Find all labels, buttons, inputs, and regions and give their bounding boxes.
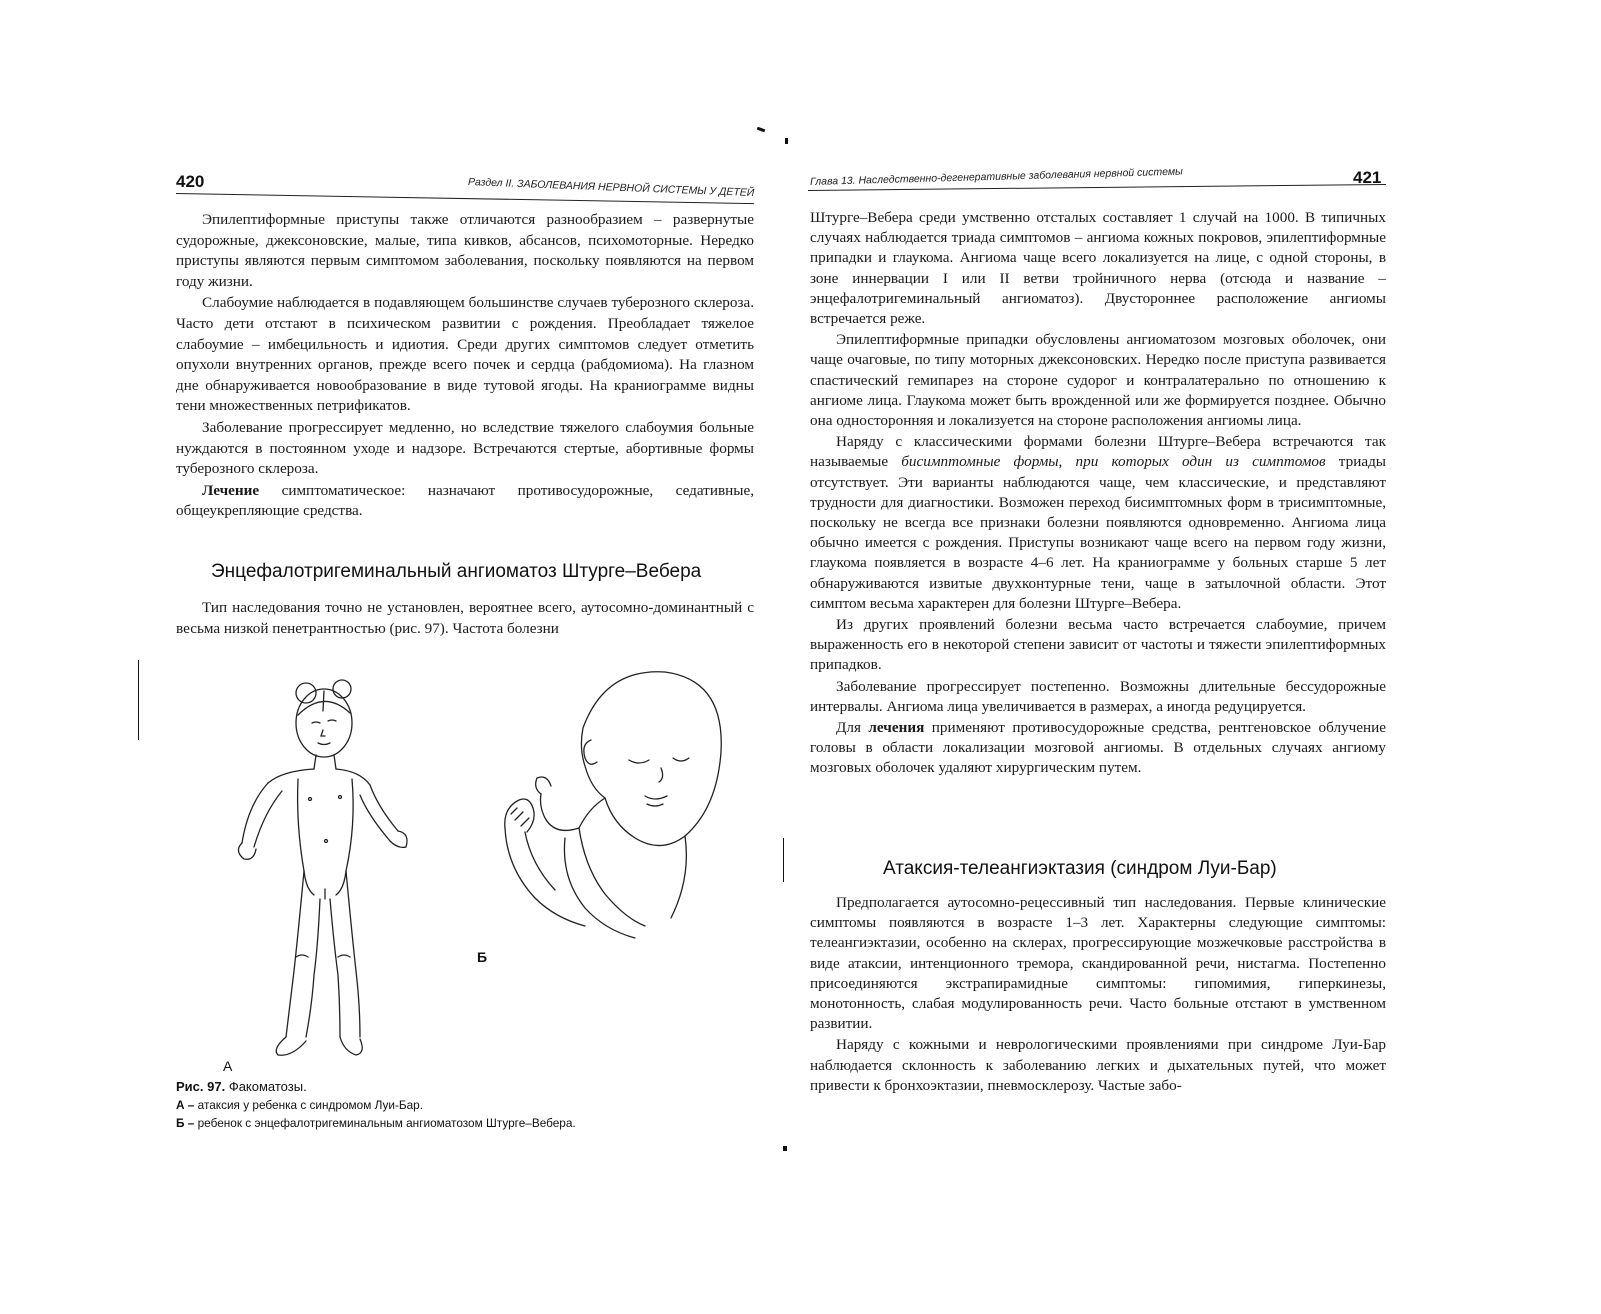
paragraph: Заболевание прогрессирует медленно, но вследствие тяжелого слабоумия больные нуждаются в постоянном уходе и надзоре. Встречаются стертые, абортивные формы туберозного склероза. [176,418,754,478]
caption-b-label: Б – [176,1116,195,1130]
section-paragraph-block [176,598,754,639]
paragraph: Из других проявлений болезни весьма часто встречается слабоумие, причем выраженность его в некоторой степени зависит от частоты и тяжести эпилептиформных припадков. [810,616,1386,674]
paragraph: Предполагается аутосомно-рецессивный тип наследования. Первые клинические симптомы появляются в возрасте 1–3 лет. Характерны следующие симптомы: телеангиэктазии, особенно на склерах, прогрессирующие мозжечковые расстройства в виде атаксии, интенционного тремора, скандированной речи, нистагма. Постепенно присоединяются экстрапирамидные симптомы: гипомимия, гиперкинезы, монотонность, слабая модулированность речи. Часто больные отстают в умственном развитии. [810,894,1386,1033]
section-heading: Атаксия-телеангиэктазия (синдром Луи-Бар) [883,858,1277,879]
treatment-text: симптоматическое: назначают противосудорожные, седативные, общеукрепляющие средства. [176,481,754,520]
margin-mark [783,838,784,882]
running-head: Раздел II. ЗАБОЛЕВАНИЯ НЕРВНОЙ СИСТЕМЫ У ДЕТЕЙ [467,176,755,199]
figure-b-infant-illustration [495,668,730,958]
caption-title: Факоматозы. [225,1079,307,1094]
p3-end: триады отсутствует. Эти варианты наблюдаются чаще, чем классические, и представляют трудности для диагностики. Возможен переход бисимптомных форм в трисимптомные, поскольку не всегда все признаки болезни появляются одновременно. Ангиома лица обычно имеется с рождения. Приступы возникают чаще всего на первом году жизни, глаукома появляется в возрасте 4–6 лет. На краниограмме у больных старше 5 лет обнаруживаются извитые двухконтурные тени, чаще в затылочной области. Этот симптом весьма характерен для болезни Штурге–Вебера. [810,453,1386,612]
p3-italic: бисимптомные формы, при которых один из симптомов [901,453,1326,471]
caption-a-label: А – [176,1098,195,1112]
treatment-paragraph [176,481,754,522]
paragraph: Слабоумие наблюдается в подавляющем большинстве случаев туберозного склероза. Часто дети отстают в психическом развитии с рождения. Преобладает тяжелое слабоумие – имбецильность и идиотия. Среди других симптомов следует отметить опухоли внутренних органов, прежде всего почек и сердца (рабдомиома). На глазном дне обнаруживается новообразование в виде тутовой ягоды. На краниограмме видны тени множественных петрификатов. [176,294,754,415]
caption-b-text: ребенок с энцефалотригеминальным ангиоматозом Штурге–Вебера. [194,1116,576,1130]
caption-number: Рис. 97. [176,1079,226,1094]
figure-b-label: Б [477,949,488,965]
figure-a-child-illustration [220,675,420,1065]
section-heading: Энцефалотригеминальный ангиоматоз Штурге–Вебера [211,561,702,582]
paragraph: Эпилептиформные припадки обусловлены ангиоматозом мозговых оболочек, они чаще очаговые, по типу моторных джексоновских. Нередко после приступа развивается спастический гемипарез на стороне судорог и контралатерально по отношению к ангиоме лица. Глаукома может быть врожденной или же формируется позднее. Обычно она односторонняя и локализуется на стороне расположения ангиомы лица. [810,331,1386,430]
paragraph: Заболевание прогрессирует постепенно. Возможны длительные бессудорожные интервалы. Ангиома лица увеличивается в размерах, а иногда редуцируется. [810,677,1386,715]
paragraph: Наряду с кожными и неврологическими проявлениями при синдроме Луи-Бар наблюдается склонность к заболеванию легких и дыхательных путей, что может привести к бронхоэктазии, пневмосклерозу. Частые забо- [810,1036,1386,1094]
p3-start: Наряду с классическими формами болезни Штурге–Вебера встречаются так называемые [810,433,1386,471]
paragraph-continued: Штурге–Вебера среди умственно отсталых составляет 1 случай на 1000. В типичных случаях наблюдается триада симптомов – ангиома кожных покровов, эпилептиформные припадки и глаукома. Ангиома чаще всего локализуется на лице, с одной стороны, в зоне иннервации I или II ветви тройничного нерва (отсюда и название – энцефалотригеминальный ангиоматоз). Двустороннее расположение ангиомы встречается реже. [810,209,1386,328]
caption-line-b [176,1114,576,1132]
page-number: 421 [1353,168,1382,187]
right-page [800,0,1601,1314]
p6-end: применяют противосудорожные средства, рентгеновское облучение головы в области локализации мозговой ангиомы. В отдельных случаях ангиому мозговых оболочек удаляют хирургическим путем. [810,719,1386,777]
caption-line-a [176,1096,576,1114]
right-body-text [810,208,1386,779]
caption-a-text: атаксия у ребенка с синдромом Луи-Бар. [194,1098,424,1112]
running-head: Глава 13. Наследственно-дегенеративные заболевания нервной системы [809,165,1183,188]
caption-title-line [176,1078,576,1096]
left-page [0,0,800,1314]
paragraph [810,432,1386,614]
paragraph: Тип наследования точно не установлен, вероятнее всего, аутосомно-доминантный с весьма низкой пенетрантностью (рис. 97). Частота болезни [176,599,754,637]
treatment-label: Лечение [202,481,260,499]
p6-bold: лечения [868,719,925,737]
page-number: 420 [176,172,205,191]
left-body-text [176,210,754,522]
figure-caption [176,1078,576,1132]
section-body-text [810,893,1386,1096]
paragraph: Эпилептиформные приступы также отличаются разнообразием – развернутые судорожные, джексоновские, малые, типа кивков, абсансов, психомоторные. Нередко приступы являются первым симптомом заболевания, поскольку появляются на первом году жизни. [176,211,754,290]
margin-mark [138,660,139,740]
figure-a-label: А [223,1058,233,1074]
paragraph [810,718,1386,779]
p6-start: Для [836,719,869,737]
